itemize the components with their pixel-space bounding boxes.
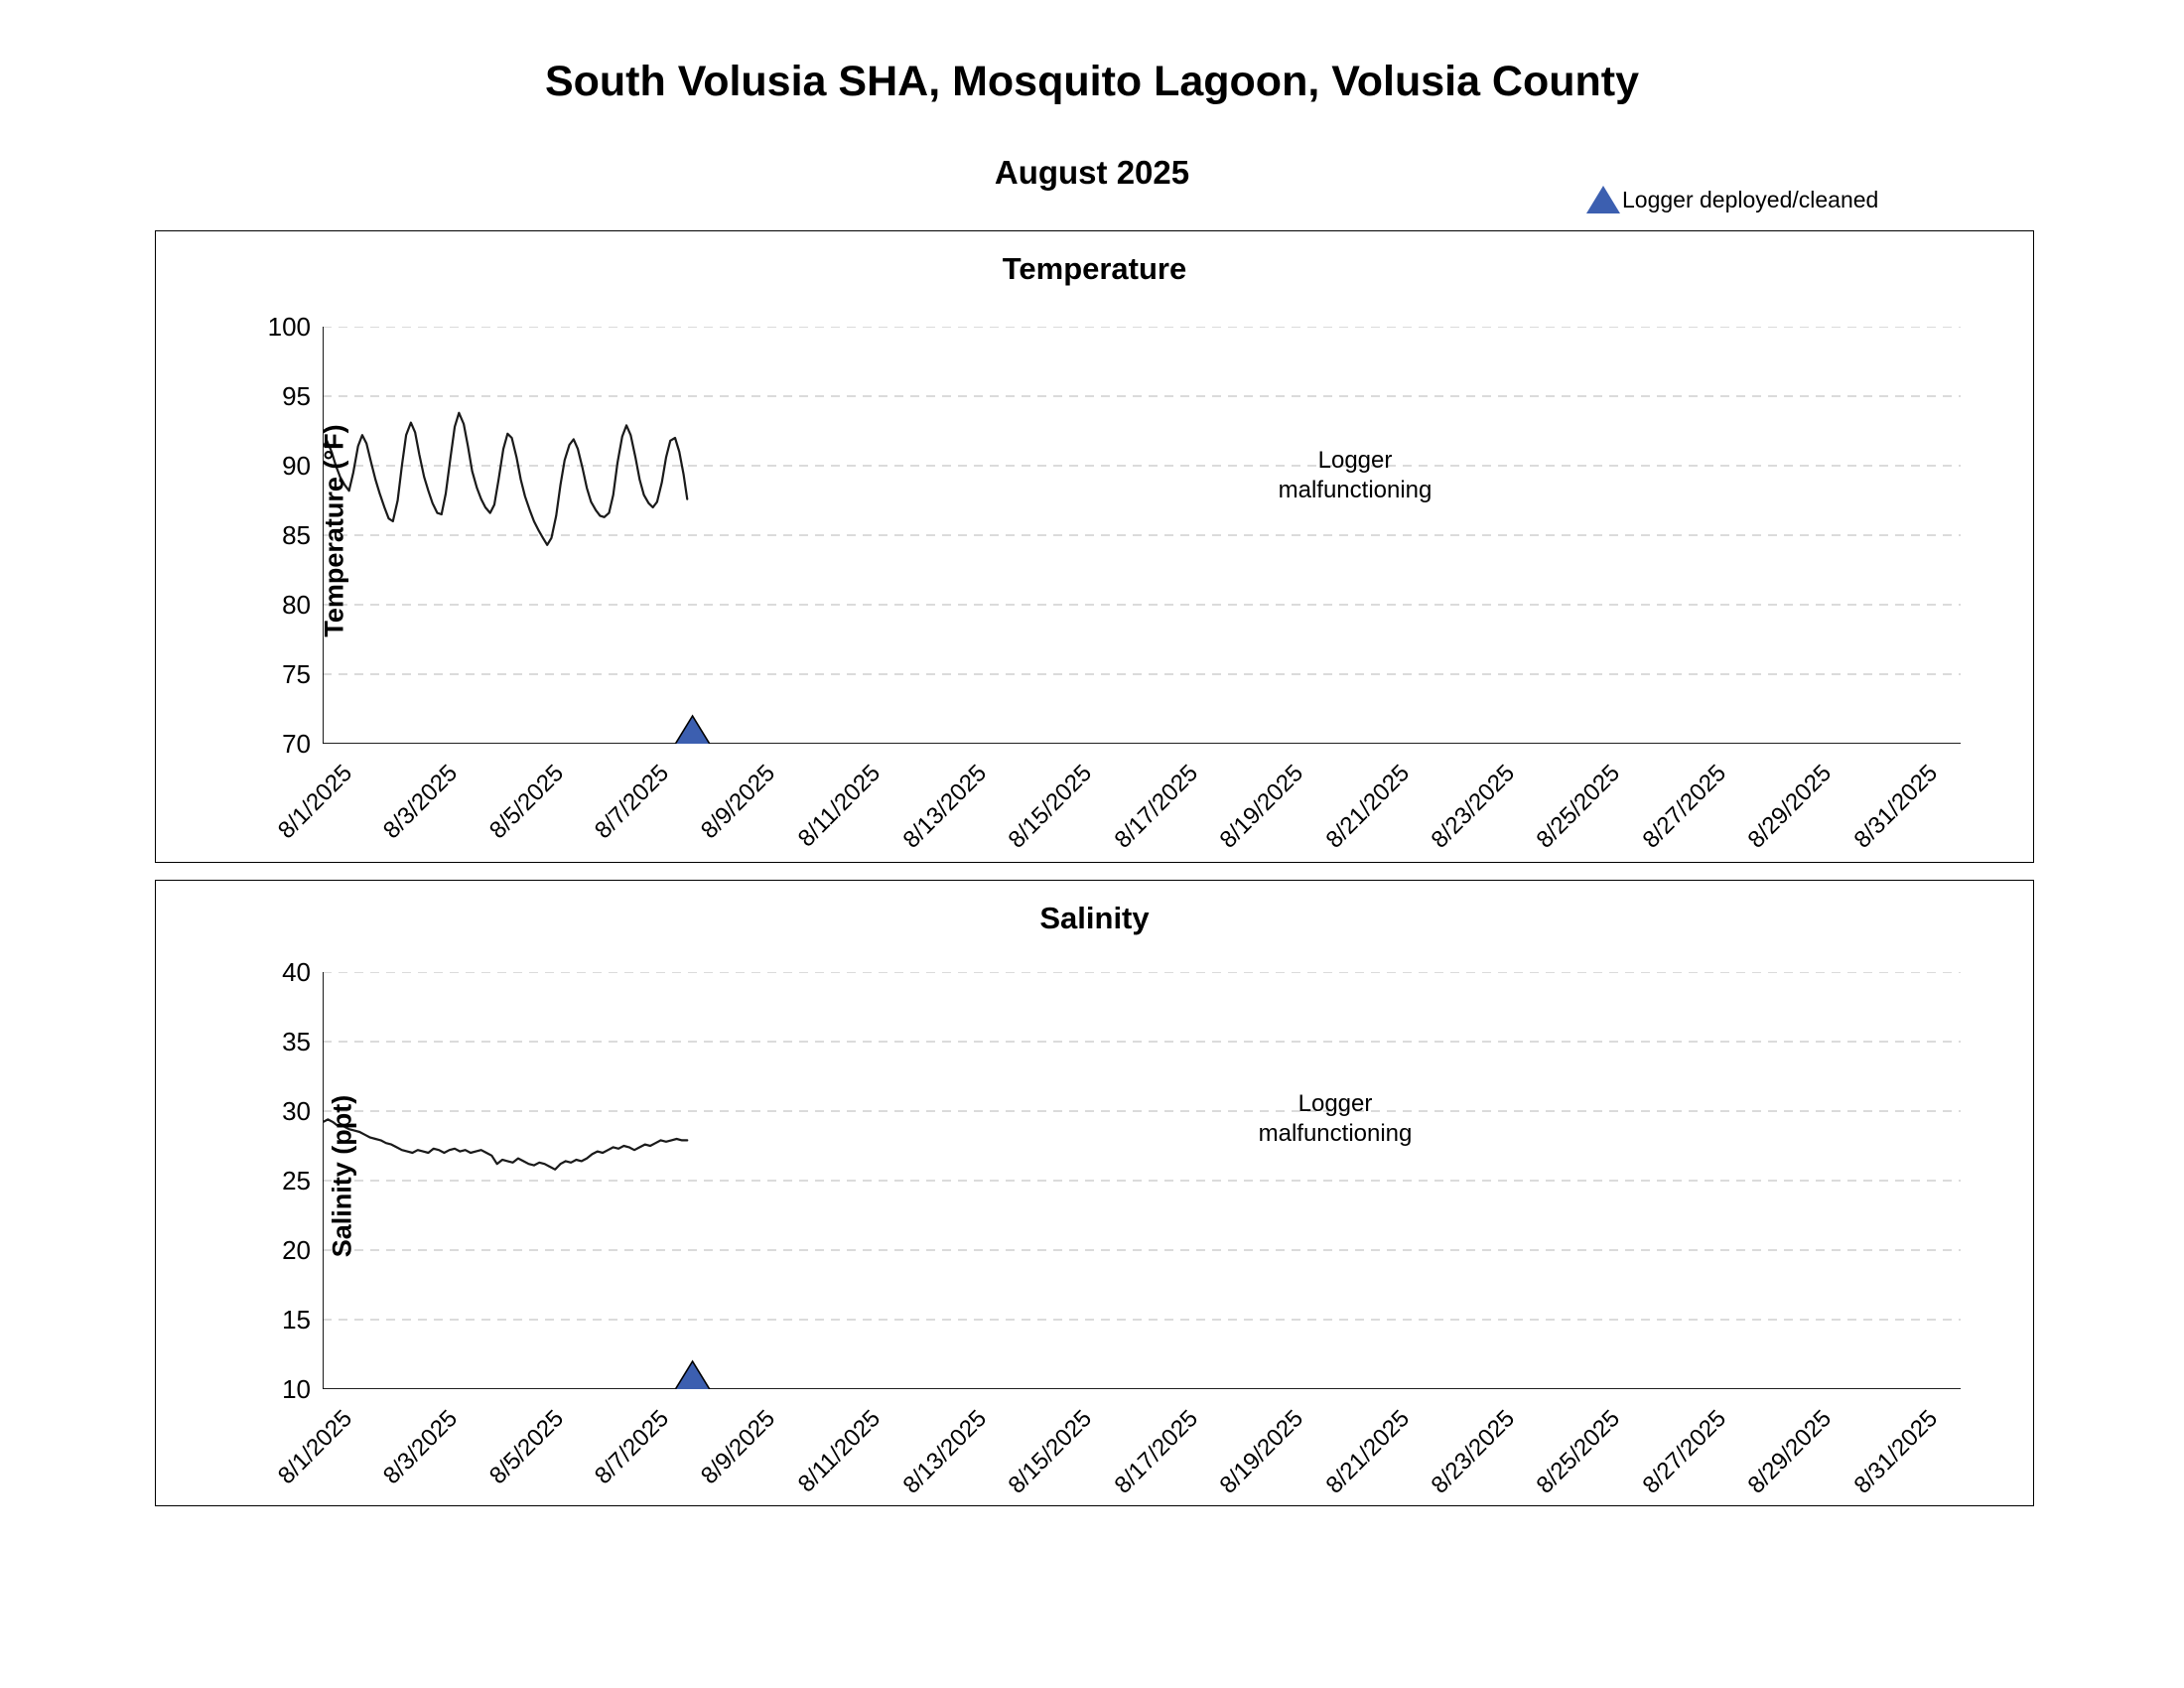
y-axis-tick-label: 100 <box>267 312 311 342</box>
y-axis-tick-label: 20 <box>282 1235 311 1265</box>
x-axis-tick-label: 8/11/2025 <box>793 760 887 853</box>
x-axis-tick-label: 8/1/2025 <box>272 1405 358 1490</box>
y-axis-tick-label: 35 <box>282 1027 311 1056</box>
x-axis-tick-label: 8/15/2025 <box>1003 1405 1098 1499</box>
x-axis-tick-label: 8/9/2025 <box>695 1405 780 1490</box>
x-axis-tick-label: 8/19/2025 <box>1214 1405 1309 1499</box>
chart-svg-salinity <box>323 972 1961 1389</box>
plot-area-temperature <box>267 312 1961 854</box>
y-axis-tick-label: 25 <box>282 1166 311 1196</box>
annotation-line: Logger <box>1317 447 1393 474</box>
x-axis-tick-label: 8/29/2025 <box>1742 1405 1838 1499</box>
x-axis-tick-label: 8/17/2025 <box>1109 1405 1203 1499</box>
annotation-temperature <box>1196 446 1514 505</box>
triangle-up-icon <box>1586 186 1620 213</box>
x-axis-tick-label: 8/23/2025 <box>1426 760 1521 854</box>
y-axis-title-temperature: Temperature (°F) <box>319 424 349 637</box>
annotation-line: malfunctioning <box>1278 477 1433 503</box>
x-axis-tick-label: 8/7/2025 <box>590 1405 675 1490</box>
x-axis-tick-label: 8/15/2025 <box>1003 760 1098 854</box>
x-axis-tick-label: 8/23/2025 <box>1426 1405 1521 1499</box>
triangle-up-icon <box>674 716 712 744</box>
x-axis-tick-label: 8/27/2025 <box>1637 760 1731 854</box>
x-axis-tick-label: 8/7/2025 <box>590 760 675 845</box>
y-axis-tick-label: 10 <box>282 1374 311 1404</box>
x-axis-tick-label: 8/21/2025 <box>1320 1405 1415 1499</box>
triangle-up-icon <box>674 1361 712 1389</box>
page-title: South Volusia SHA, Mosquito Lagoon, Volusia County <box>544 58 1640 105</box>
x-axis-tick-label: 8/3/2025 <box>378 760 464 845</box>
y-axis-tick-label: 70 <box>282 729 311 759</box>
y-axis-tick-label: 15 <box>282 1305 311 1335</box>
chart-panel-temperature <box>155 230 2034 863</box>
x-axis-tick-label: 8/5/2025 <box>483 1405 569 1490</box>
annotation-line: Logger <box>1297 1090 1373 1117</box>
page-subtitle: August 2025 <box>994 154 1190 191</box>
x-axis-tick-label: 8/19/2025 <box>1214 760 1309 854</box>
chart-panel-salinity <box>155 880 2034 1506</box>
y-axis-tick-label: 90 <box>282 451 311 481</box>
x-axis-tick-label: 8/31/2025 <box>1848 760 1943 854</box>
y-axis-tick-label: 75 <box>282 659 311 689</box>
x-axis-tick-label: 8/31/2025 <box>1848 1405 1943 1499</box>
y-axis-tick-label: 85 <box>282 520 311 550</box>
x-axis-tick-label: 8/13/2025 <box>897 760 992 854</box>
x-axis-tick-label: 8/29/2025 <box>1742 760 1838 854</box>
x-axis-tick-label: 8/11/2025 <box>793 1405 887 1498</box>
legend-label: Logger deployed/cleaned <box>1622 186 1879 212</box>
y-axis-tick-label: 80 <box>282 590 311 620</box>
chart-title-salinity: Salinity <box>1039 901 1150 935</box>
chart-svg-temperature <box>323 327 1961 744</box>
x-axis-tick-label: 8/27/2025 <box>1637 1405 1731 1499</box>
x-axis-tick-label: 8/9/2025 <box>695 760 780 845</box>
x-axis-tick-label: 8/21/2025 <box>1320 760 1415 854</box>
x-axis-tick-label: 8/25/2025 <box>1531 1405 1626 1499</box>
x-axis-tick-label: 8/17/2025 <box>1109 760 1203 854</box>
x-axis-tick-label: 8/25/2025 <box>1531 760 1626 854</box>
y-axis-tick-label: 95 <box>282 381 311 411</box>
x-axis-tick-label: 8/13/2025 <box>897 1405 992 1499</box>
x-axis-tick-label: 8/3/2025 <box>378 1405 464 1490</box>
plot-area-salinity <box>272 957 1961 1499</box>
y-axis-tick-label: 30 <box>282 1096 311 1126</box>
legend <box>1586 186 1878 213</box>
y-axis-tick-label: 40 <box>282 957 311 987</box>
y-axis-title-salinity: Salinity (ppt) <box>327 1094 357 1258</box>
x-axis-tick-label: 8/1/2025 <box>272 760 358 845</box>
chart-title-temperature: Temperature <box>1002 251 1187 286</box>
x-axis-tick-label: 8/5/2025 <box>483 760 569 845</box>
annotation-salinity <box>1176 1089 1494 1149</box>
annotation-line: malfunctioning <box>1258 1120 1413 1147</box>
